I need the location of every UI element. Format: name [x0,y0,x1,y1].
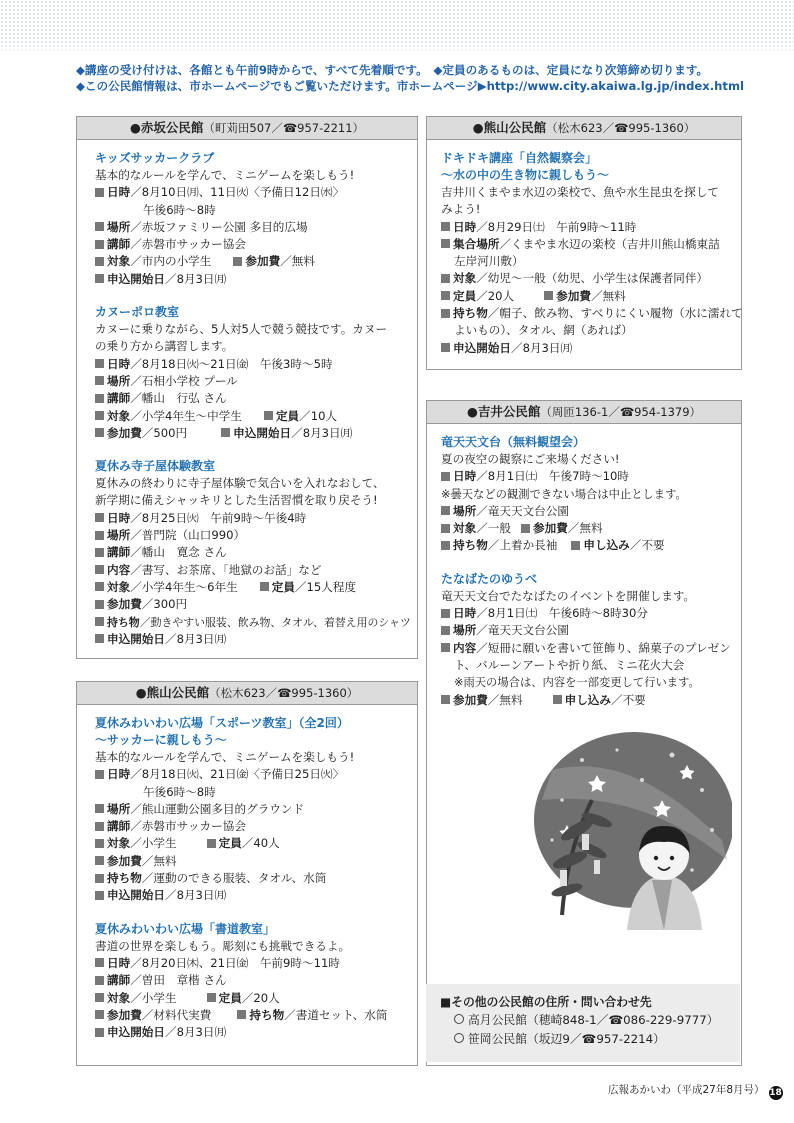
event-desc: カヌーに乗りながら、5人対5人で競う競技です。カヌー [95,322,388,337]
event-target-fee: 対象／一般 参加費／無料 [441,520,731,537]
contact-item: 笹岡公民館（坂辺9／☎957-2214） [426,1030,740,1049]
square-bullet-icon [95,634,104,643]
event-fee-start: 参加費／500円 申込開始日／8月3日㈪ [95,425,403,442]
square-bullet-icon [95,856,104,865]
square-bullet-icon [571,541,580,550]
event-target-cap: 対象／小学生 定員／20人 [95,990,403,1007]
event-items: 持ち物／動きやすい服装、飲み物、タオル、着替え用のシャツ [95,614,403,631]
square-bullet-icon [95,822,104,831]
square-bullet-icon [95,804,104,813]
event-desc: 書道の世界を楽しもう。彫刻にも挑戦できるよ。 [95,938,351,953]
contact-item: 高月公民館（穂崎848-1／☎086-229-9777） [426,1011,740,1030]
event-date2: 午後6時～8時 [143,202,216,217]
square-bullet-icon [95,617,104,626]
event-place: 場所／普門院（山口990） [95,527,403,544]
square-bullet-icon [95,976,104,985]
event-title: キッズサッカークラブ [95,151,215,165]
section-header [427,401,741,424]
square-bullet-icon [441,472,450,481]
contact-title: ■その他の公民館の住所・問い合わせ先 [440,995,652,1009]
square-bullet-icon [95,531,104,540]
event-title: たなばたのゆうべ [441,571,538,586]
event-teacher: 講師／幡山 寛念 さん [95,544,403,561]
event-subtitle: ～サッカーに親しもう～ [95,733,227,747]
event-start: 申込開始日／8月3日㈪ [95,271,403,288]
square-bullet-icon [95,993,104,1002]
event-date2: 午後6時～8時 [143,784,216,799]
square-bullet-icon [237,1010,246,1019]
event-items-apply: 持ち物／上着か長袖 申し込み／不要 [441,537,731,554]
event-desc: 新学期に備えシャッキリとした生活習慣を取り戻そう! [95,493,378,508]
square-bullet-icon [95,359,104,368]
event-place: 場所／熊山運動公園多目的グラウンド [95,801,403,818]
page-footer: 広報あかいわ（平成27年8月号） 18 [608,1084,782,1098]
square-bullet-icon [553,695,562,704]
event-subtitle: ～水の中の生き物に親しもう～ [441,168,610,182]
event-title: カヌーポロ教室 [95,305,180,320]
square-bullet-icon [441,609,450,618]
square-bullet-icon [95,240,104,249]
event-items2: よいもの）、タオル、網（あれば） [454,323,633,338]
square-bullet-icon [95,548,104,557]
square-bullet-icon [441,222,450,231]
square-bullet-icon [95,394,104,403]
contact-box [426,984,740,1062]
square-bullet-icon [264,411,273,420]
event-content: 内容／書写、お茶席、「地獄のお話」など [95,562,403,579]
section-header [427,117,741,140]
tanabata-illustration [522,730,732,930]
event-meet2: 左岸河川敷） [454,254,524,269]
header-name: ●赤坂公民館 [129,120,204,135]
circle-bullet-icon [454,1033,464,1043]
square-bullet-icon [521,524,530,533]
event-date: 日時／8月1日㈯ 午後6時～8時30分 [441,605,731,622]
top-band-fade [0,40,794,56]
square-bullet-icon [441,239,450,248]
square-bullet-icon [95,376,104,385]
square-bullet-icon [95,600,104,609]
square-bullet-icon [441,695,450,704]
header-name: ●吉井公民館 [466,404,541,419]
square-bullet-icon [95,770,104,779]
event-content: 内容／短冊に願いを書いて笹飾り、綿菓子のプレゼン [441,640,731,657]
square-bullet-icon [95,411,104,420]
event-items: 持ち物／帽子、飲み物、すべりにくい履物（水に濡れて [441,305,731,322]
square-bullet-icon [95,874,104,883]
event-fee-items: 参加費／材料代実費 持ち物／書道セット、水筒 [95,1007,403,1024]
header-name: ●熊山公民館 [472,120,547,135]
event-start: 申込開始日／8月3日㈪ [95,887,403,904]
square-bullet-icon [95,188,104,197]
square-bullet-icon [95,958,104,967]
kumayama-section-left [76,681,418,1066]
header-sub: （周匝136-1／☎954-1379） [540,405,702,419]
event-teacher: 講師／幡山 行弘 さん [95,390,403,407]
event-content2: ト、バルーンアートや折り紙、ミニ花火大会 [454,657,685,672]
event-target-cap: 対象／小学4年生～6年生 定員／15人程度 [95,579,403,596]
square-bullet-icon [95,257,104,266]
event-desc: の乗り方から講習します。 [95,339,234,354]
header-sub: （松木623／☎995-1360） [209,686,359,700]
event-place: 場所／竜天天文台公園 [441,503,731,520]
square-bullet-icon [441,524,450,533]
square-bullet-icon [95,274,104,283]
square-bullet-icon [95,891,104,900]
event-title: 夏休みわいわい広場「スポーツ教室」（全2回） [95,716,349,730]
event-fee: 参加費／無料 [95,853,403,870]
square-bullet-icon [95,428,104,437]
event-cap-fee: 定員／20人 参加費／無料 [441,288,731,305]
event-target: 対象／幼児～一般（幼児、小学生は保護者同伴） [441,270,731,287]
notices [76,62,756,94]
event-desc: みよう! [441,202,481,217]
event-start: 申込開始日／8月3日㈪ [95,631,403,648]
event-place: 場所／石相小学校 プール [95,373,403,390]
event-items: 持ち物／運動のできる服装、タオル、水筒 [95,870,403,887]
section-header [77,682,417,705]
square-bullet-icon [207,993,216,1002]
event-desc: 夏休みの終わりに寺子屋体験で気合いを入れなおして、 [95,476,385,491]
square-bullet-icon [95,839,104,848]
event-desc: 基本的なルールを学んで、ミニゲームを楽しもう! [95,168,355,182]
page-number: 18 [769,1088,782,1098]
square-bullet-icon [441,541,450,550]
event-title: 夏休み寺子屋体験教室 [95,459,216,474]
event-desc: 基本的なルールを学んで、ミニゲームを楽しもう! [95,750,355,764]
event-date: 日時／8月10日㈪、11日㈫〈予備日12日㈬〉 [95,184,403,201]
square-bullet-icon [221,428,230,437]
square-bullet-icon [441,343,450,352]
square-bullet-icon [260,582,269,591]
square-bullet-icon [441,626,450,635]
event-target-cap: 対象／小学生 定員／40人 [95,835,403,852]
event-title: 竜天天文台（無料観望会） [441,435,586,449]
header-name: ●熊山公民館 [135,685,210,700]
event-date: 日時／8月20日㈭、21日㈮ 午前9時～11時 [95,955,403,972]
section-header [77,117,417,140]
event-date: 日時／8月29日㈯ 午前9時～11時 [441,219,731,236]
event-teacher: 講師／曽田 章楷 さん [95,972,403,989]
event-target-cap: 対象／小学4年生～中学生 定員／10人 [95,408,403,425]
event-desc: 竜天天文台でたなばたのイベントを開催します。 [441,588,696,603]
square-bullet-icon [95,1028,104,1037]
square-bullet-icon [441,274,450,283]
square-bullet-icon [95,1010,104,1019]
event-place: 場所／赤坂ファミリー公園 多目的広場 [95,219,403,236]
header-sub: （松木623／☎995-1360） [546,121,696,135]
header-sub: （町苅田507／☎957-2211） [203,121,365,135]
event-teacher: 講師／赤磐市サッカー協会 [95,818,403,835]
akasaka-section [76,116,418,659]
notice-line: ◆講座の受け付けは、各館とも午前9時からで、すべて先着順です。 ◆定員のあるものは、定員になり次第締め切ります。 [76,63,709,77]
event-date: 日時／8月18日㈫、21日㈮〈予備日25日㈫〉 [95,766,403,783]
square-bullet-icon [95,222,104,231]
kumayama-section-right [426,116,742,370]
event-date: 日時／8月18日㈫～21日㈮ 午後3時～5時 [95,356,403,373]
event-desc: 吉井川くまやま水辺の楽校で、魚や水生昆虫を探して [441,185,720,199]
square-bullet-icon [233,257,242,266]
event-title: ドキドキ講座「自然観察会」 [441,151,598,165]
circle-bullet-icon [454,1014,464,1024]
square-bullet-icon [544,291,553,300]
event-place: 場所／竜天天文台公園 [441,622,731,639]
event-title: 夏休みわいわい広場「書道教室」 [95,921,276,936]
square-bullet-icon [207,839,216,848]
event-note: ※曇天などの観測できない場合は中止とします。 [441,487,687,501]
event-fee-apply: 参加費／無料 申し込み／不要 [441,692,731,709]
event-teacher: 講師／赤磐市サッカー協会 [95,236,403,253]
square-bullet-icon [95,582,104,591]
event-target-fee: 対象／市内の小学生 参加費／無料 [95,253,403,270]
square-bullet-icon [441,643,450,652]
event-note: ※雨天の場合は、内容を一部変更して行います。 [454,676,700,690]
square-bullet-icon [95,513,104,522]
event-date: 日時／8月25日㈫ 午前9時～午後4時 [95,510,403,527]
square-bullet-icon [441,309,450,318]
square-bullet-icon [441,291,450,300]
square-bullet-icon [95,565,104,574]
event-desc: 夏の夜空の観察にご来場ください! [441,452,620,466]
event-fee: 参加費／300円 [95,596,403,613]
square-bullet-icon [441,506,450,515]
notice-line: ◆この公民館情報は、市ホームページでもご覧いただけます。市ホームページ▶http://www.city.akaiwa.lg.jp/index.html [76,79,745,93]
event-meet: 集合場所／くまやま水辺の楽校（吉井川熊山橋東詰 [441,236,731,253]
event-start: 申込開始日／8月3日㈪ [441,340,731,357]
event-date: 日時／8月1日㈯ 午後7時～10時 [441,468,731,485]
event-start: 申込開始日／8月3日㈪ [95,1024,403,1041]
